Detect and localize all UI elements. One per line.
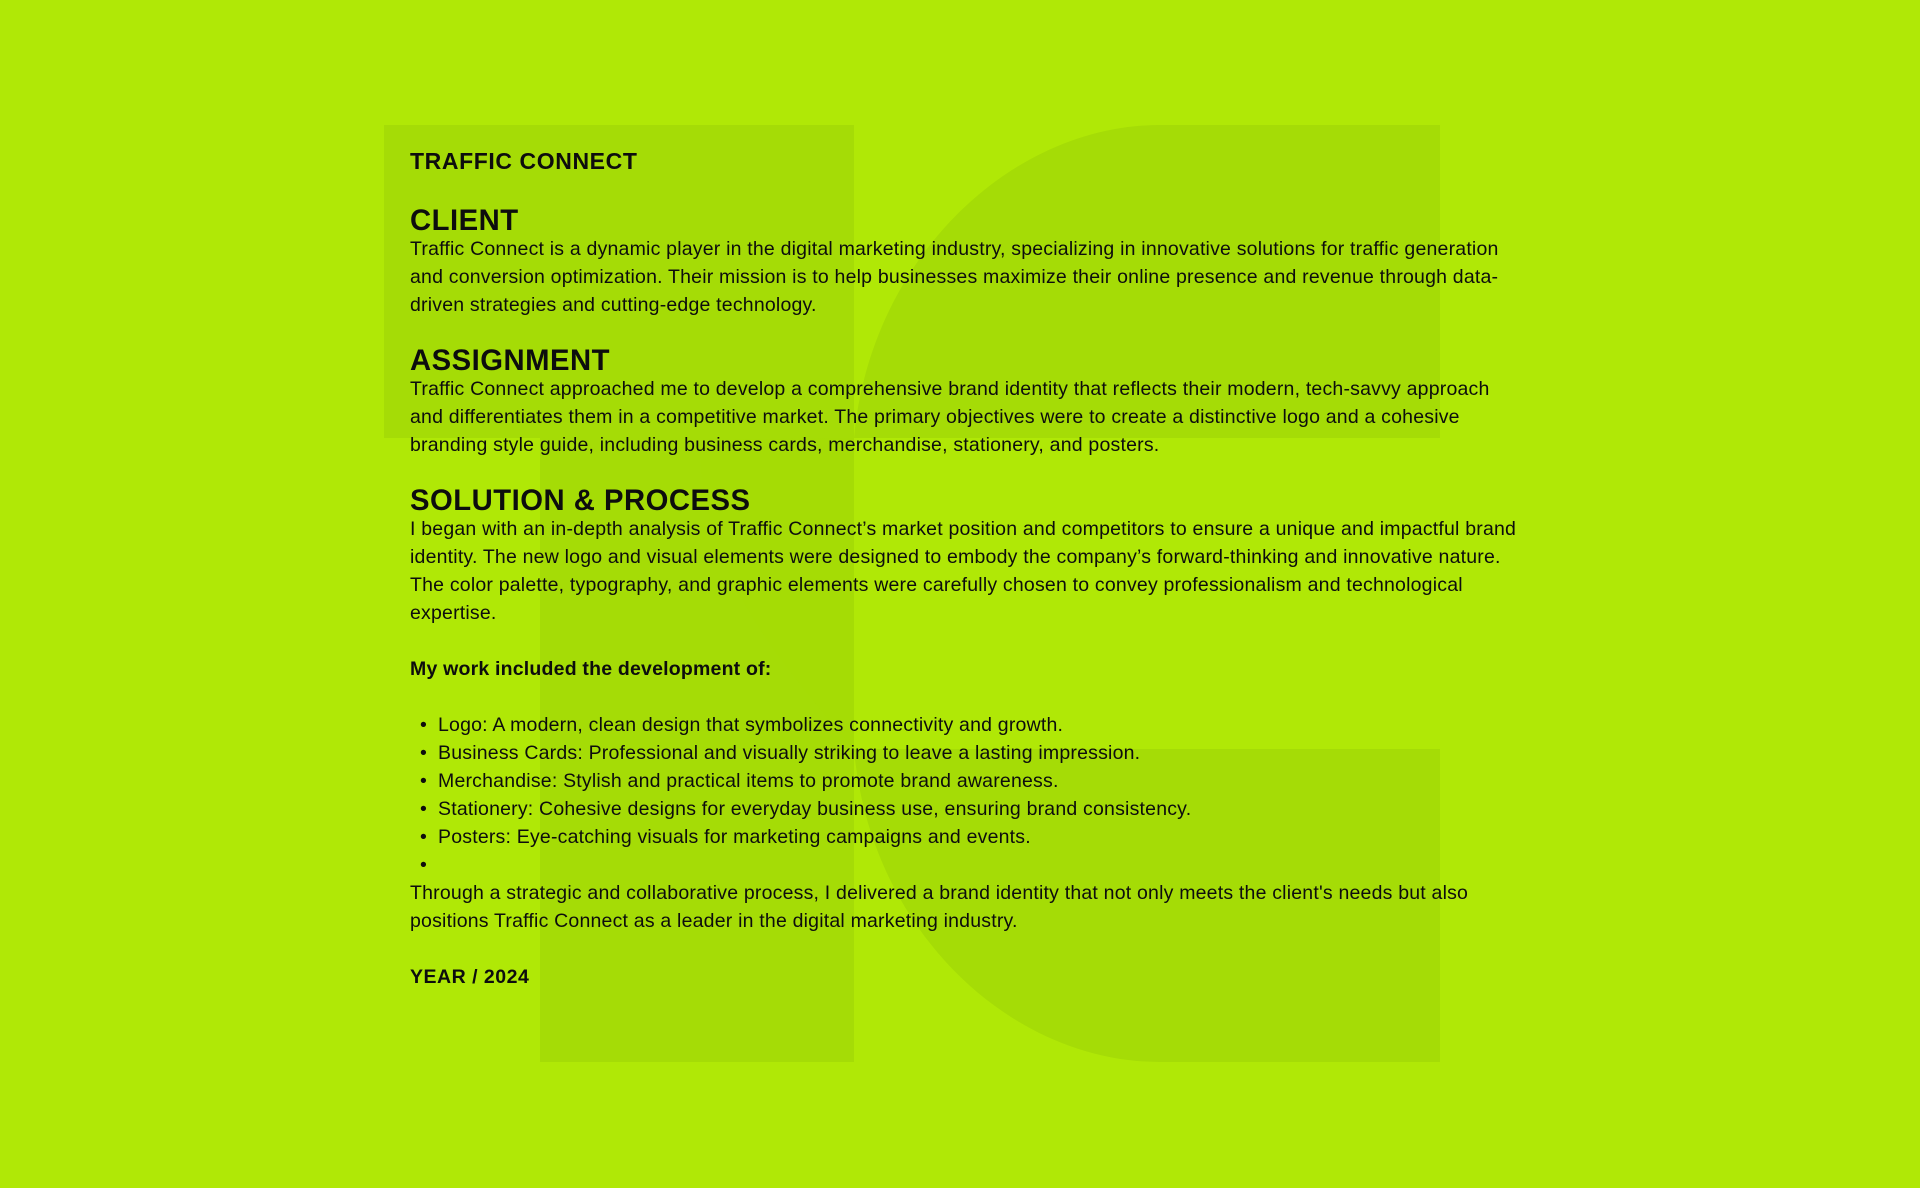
work-heading: My work included the development of: bbox=[410, 658, 772, 680]
work-section bbox=[410, 655, 1520, 935]
project-year: YEAR / 2024 bbox=[410, 966, 530, 988]
work-list bbox=[410, 711, 1520, 879]
assignment-section bbox=[410, 347, 1520, 459]
client-text: Traffic Connect is a dynamic player in the digital marketing industry, specializing in innovative solutions for traffic generation and conversion optimization. Their mission is to help businesses maximize their online presence and revenue through data-driven strategies and cutting-edge technology. bbox=[410, 238, 1499, 316]
solution-section bbox=[410, 487, 1520, 627]
list-item-empty bbox=[410, 851, 1520, 879]
list-item: • Business Cards: Professional and visually striking to leave a lasting impression. bbox=[410, 739, 1520, 767]
list-item: • Logo: A modern, clean design that symbolizes connectivity and growth. bbox=[410, 711, 1520, 739]
list-item: • Posters: Eye-catching visuals for marketing campaigns and events. bbox=[410, 823, 1520, 851]
solution-heading: SOLUTION & PROCESS bbox=[410, 485, 751, 517]
client-section bbox=[410, 207, 1520, 319]
solution-text: I began with an in-depth analysis of Traffic Connect’s market position and competitors to ensure a unique and impactful brand identity. The new logo and visual elements were designed to embody the company’s forward-thinking and innovative nature. The color palette, typography, and graphic elements were carefully chosen to convey professionalism and technological expertise. bbox=[410, 518, 1517, 624]
page-title: TRAFFIC CONNECT bbox=[410, 148, 638, 174]
list-item: • Merchandise: Stylish and practical items to promote brand awareness. bbox=[410, 767, 1520, 795]
project-description bbox=[410, 145, 1520, 991]
list-item: • Stationery: Cohesive designs for everyday business use, ensuring brand consistency. bbox=[410, 795, 1520, 823]
assignment-text: Traffic Connect approached me to develop a comprehensive brand identity that reflects their modern, tech-savvy approach and differentiates them in a competitive market. The primary objectives were to create a distinctive logo and a cohesive branding style guide, including business cards, merchandise, stationery, and posters. bbox=[410, 378, 1490, 456]
closing-text: Through a strategic and collaborative process, I delivered a brand identity that not only meets the client's needs but also positions Traffic Connect as a leader in the digital marketing industry. bbox=[410, 882, 1469, 932]
client-heading: CLIENT bbox=[410, 205, 519, 237]
assignment-heading: ASSIGNMENT bbox=[410, 345, 611, 377]
